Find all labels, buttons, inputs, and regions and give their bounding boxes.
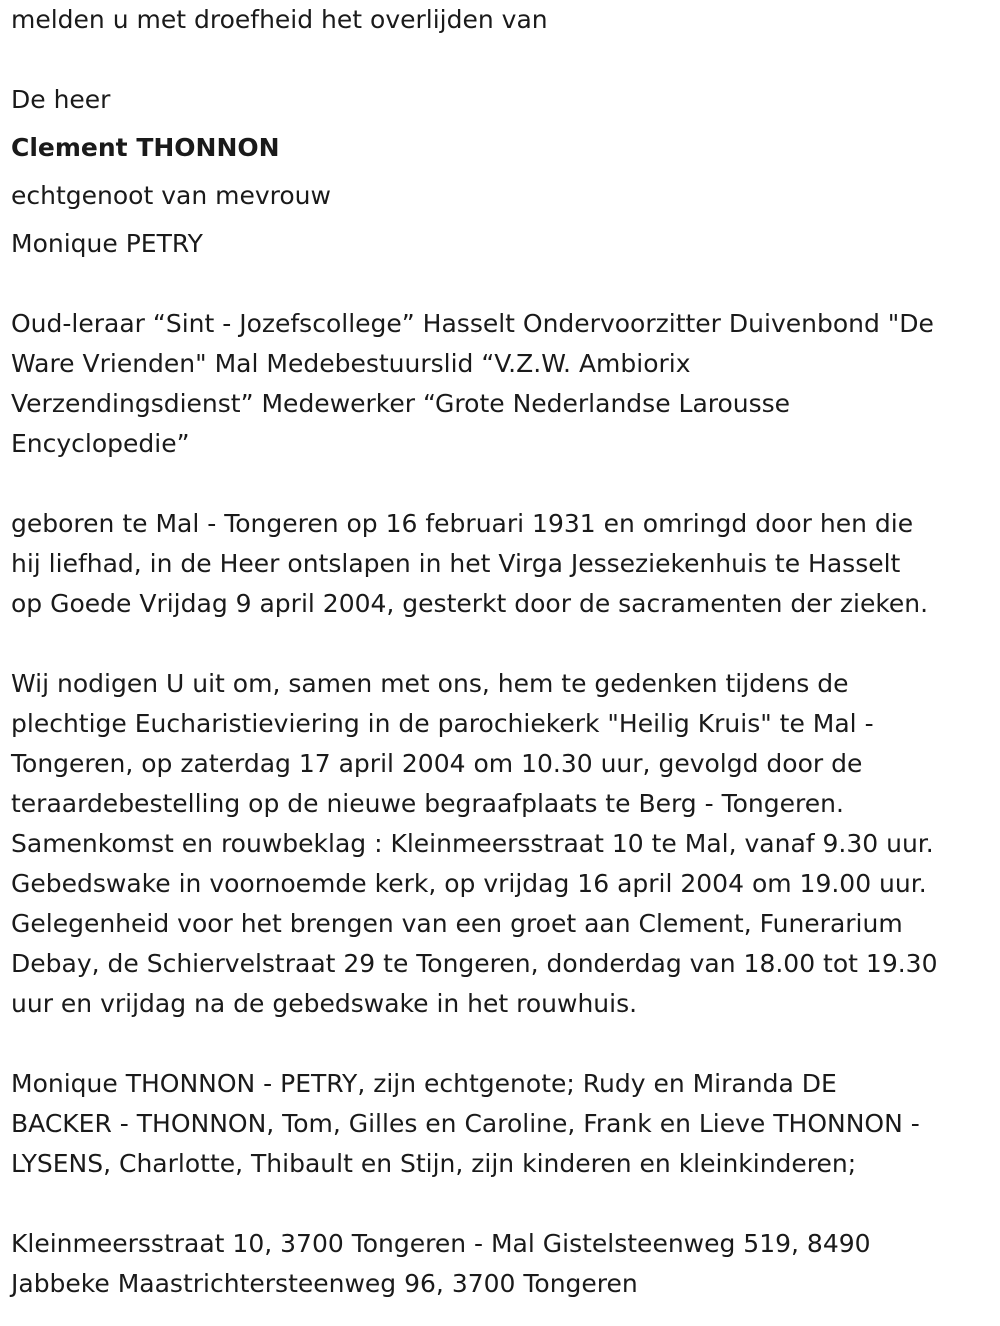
ceremony-line: Samenkomst en rouwbeklag : Kleinmeersstraat 10 te Mal, vanaf 9.30 uur. [11, 829, 934, 858]
salutation: De heer [11, 85, 111, 114]
ceremony-line: uur en vrijdag na de gebedswake in het rouwhuis. [11, 989, 638, 1018]
spacer [11, 168, 991, 176]
ceremony-line: teraardebestelling op de nieuwe begraafplaats te Berg - Tongeren. [11, 789, 844, 818]
spouse-name: Monique PETRY [11, 229, 203, 258]
birth-death-line: geboren te Mal - Tongeren op 16 februari 1931 en omringd door hen die [11, 509, 914, 538]
roles-line: Ware Vrienden" Mal Medebestuurslid “V.Z.W. Ambiorix [11, 349, 691, 378]
spacer [11, 1024, 991, 1064]
birth-death-line: hij liefhad, in de Heer ontslapen in het Virga Jesseziekenhuis te Hasselt [11, 549, 901, 578]
ceremony-line: Gelegenheid voor het brengen van een groet aan Clement, Funerarium [11, 909, 903, 938]
family-line: BACKER - THONNON, Tom, Gilles en Caroline, Frank en Lieve THONNON - [11, 1109, 920, 1138]
ceremony-line: Tongeren, op zaterdag 17 april 2004 om 10.30 uur, gevolgd door de [11, 749, 863, 778]
ceremony-paragraph [11, 664, 991, 1024]
ceremony-line: Debay, de Schiervelstraat 29 te Tongeren, donderdag van 18.00 tot 19.30 [11, 949, 938, 978]
address-line: Kleinmeersstraat 10, 3700 Tongeren - Mal Gistelsteenweg 519, 8490 [11, 1229, 871, 1258]
ceremony-line: Gebedswake in voornoemde kerk, op vrijdag 16 april 2004 om 19.00 uur. [11, 869, 927, 898]
family-line: Monique THONNON - PETRY, zijn echtgenote; Rudy en Miranda DE [11, 1069, 837, 1098]
birth-death-line: op Goede Vrijdag 9 april 2004, gesterkt door de sacramenten der zieken. [11, 589, 929, 618]
intro-text: melden u met droefheid het overlijden van [11, 5, 548, 34]
family-line: LYSENS, Charlotte, Thibault en Stijn, zijn kinderen en kleinkinderen; [11, 1149, 857, 1178]
spacer [11, 40, 991, 80]
ceremony-line: plechtige Eucharistieviering in de parochiekerk "Heilig Kruis" te Mal - [11, 709, 874, 738]
address-paragraph [11, 1224, 991, 1304]
roles-line: Verzendingsdienst” Medewerker “Grote Nederlandse Larousse [11, 389, 791, 418]
spacer [11, 264, 991, 304]
birth-death-paragraph [11, 504, 991, 624]
address-line: Jabbeke Maastrichtersteenweg 96, 3700 Tongeren [11, 1269, 638, 1298]
spacer [11, 120, 991, 128]
spouse-label: echtgenoot van mevrouw [11, 181, 331, 210]
roles-paragraph [11, 304, 991, 464]
obituary-document [11, 0, 991, 1304]
spacer [11, 464, 991, 504]
deceased-name: Clement THONNON [11, 133, 280, 162]
spacer [11, 1184, 991, 1224]
spacer [11, 216, 991, 224]
roles-line: Oud-leraar “Sint - Jozefscollege” Hasselt Ondervoorzitter Duivenbond "De [11, 309, 934, 338]
ceremony-line: Wij nodigen U uit om, samen met ons, hem te gedenken tijdens de [11, 669, 849, 698]
family-paragraph [11, 1064, 991, 1184]
spacer [11, 624, 991, 664]
roles-line: Encyclopedie” [11, 429, 190, 458]
